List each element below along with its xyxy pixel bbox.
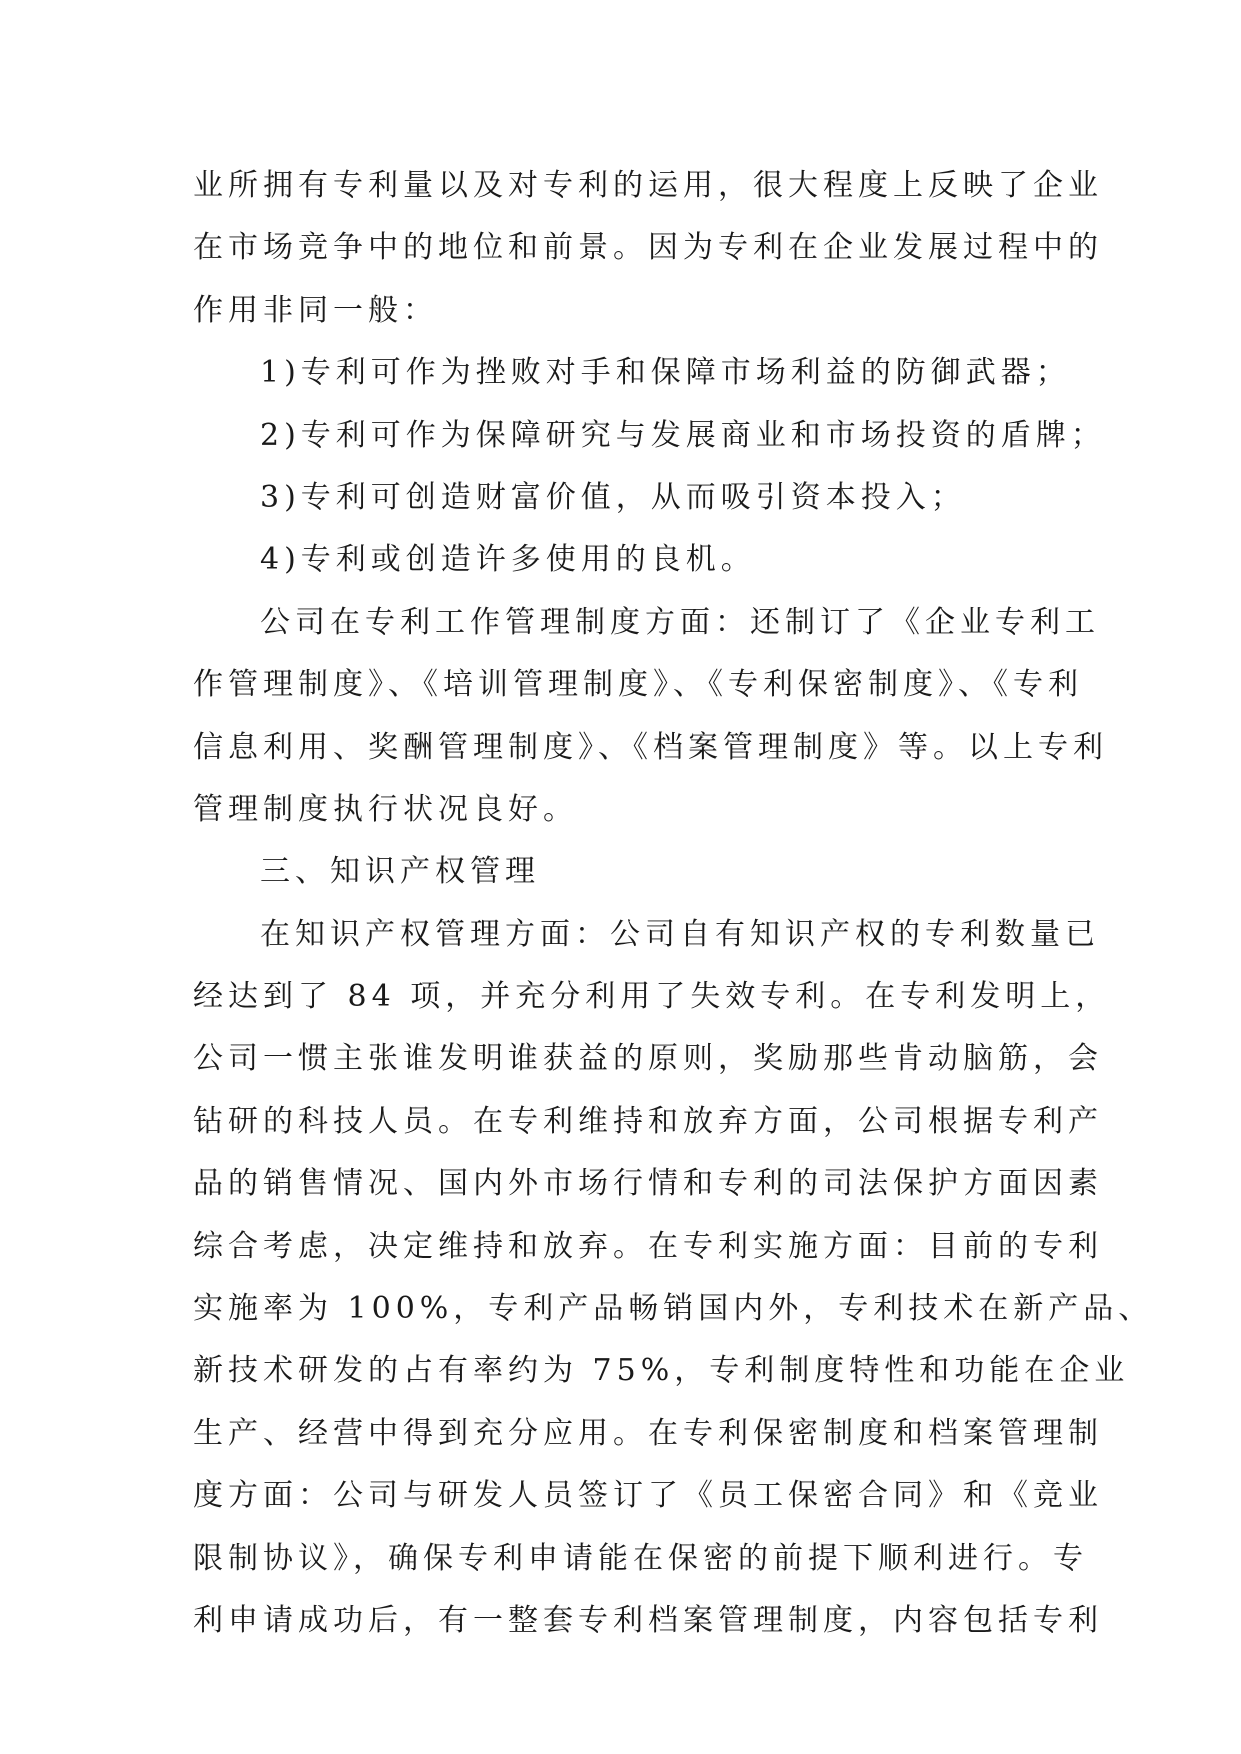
text-line: 1)专利可作为挫败对手和保障市场利益的防御武器；	[260, 355, 1071, 391]
text-line: 三、知识产权管理	[260, 854, 540, 890]
text-line: 2)专利可作为保障研究与发展商业和市场投资的盾牌；	[260, 417, 1106, 453]
text-line: 公司在专利工作管理制度方面：还制订了《企业专利工	[260, 604, 1100, 640]
text-line: 在市场竞争中的地位和前景。因为专利在企业发展过程中的	[193, 230, 1103, 266]
text-line: 管理制度执行状况良好。	[193, 791, 578, 827]
text-line: 3)专利可创造财富价值，从而吸引资本投入；	[260, 479, 966, 515]
text-line: 综合考虑，决定维持和放弃。在专利实施方面：目前的专利	[193, 1228, 1103, 1264]
text-line: 限制协议》，确保专利申请能在保密的前提下顺利进行。专	[193, 1540, 1088, 1576]
text-line: 度方面：公司与研发人员签订了《员工保密合同》和《竞业	[193, 1478, 1103, 1514]
text-line: 业所拥有专利量以及对专利的运用，很大程度上反映了企业	[193, 168, 1103, 203]
document-body	[193, 155, 1154, 1652]
text-line: 信息利用、奖酬管理制度》、《档案管理制度》等。以上专利	[193, 729, 1108, 765]
text-line: 作用非同一般：	[193, 292, 438, 328]
text-line: 实施率为 100%，专利产品畅销国内外，专利技术在新产品、	[193, 1291, 1154, 1327]
text-line: 经达到了 84 项，并充分利用了失效专利。在专利发明上，	[193, 979, 1111, 1015]
text-line: 公司一惯主张谁发明谁获益的原则，奖励那些肯动脑筋，会	[193, 1041, 1103, 1077]
text-line: 在知识产权管理方面：公司自有知识产权的专利数量已	[260, 916, 1100, 952]
text-line: 新技术研发的占有率约为 75%，专利制度特性和功能在企业	[193, 1353, 1130, 1389]
text-line: 钻研的科技人员。在专利维持和放弃方面，公司根据专利产	[193, 1103, 1103, 1139]
text-line: 利申请成功后，有一整套专利档案管理制度，内容包括专利	[193, 1602, 1103, 1638]
text-line: 作管理制度》、《培训管理制度》、《专利保密制度》、《专利	[193, 667, 1083, 703]
text-line: 生产、经营中得到充分应用。在专利保密制度和档案管理制	[193, 1415, 1103, 1451]
text-line: 4)专利或创造许多使用的良机。	[260, 542, 756, 578]
text-line: 品的销售情况、国内外市场行情和专利的司法保护方面因素	[193, 1166, 1103, 1202]
